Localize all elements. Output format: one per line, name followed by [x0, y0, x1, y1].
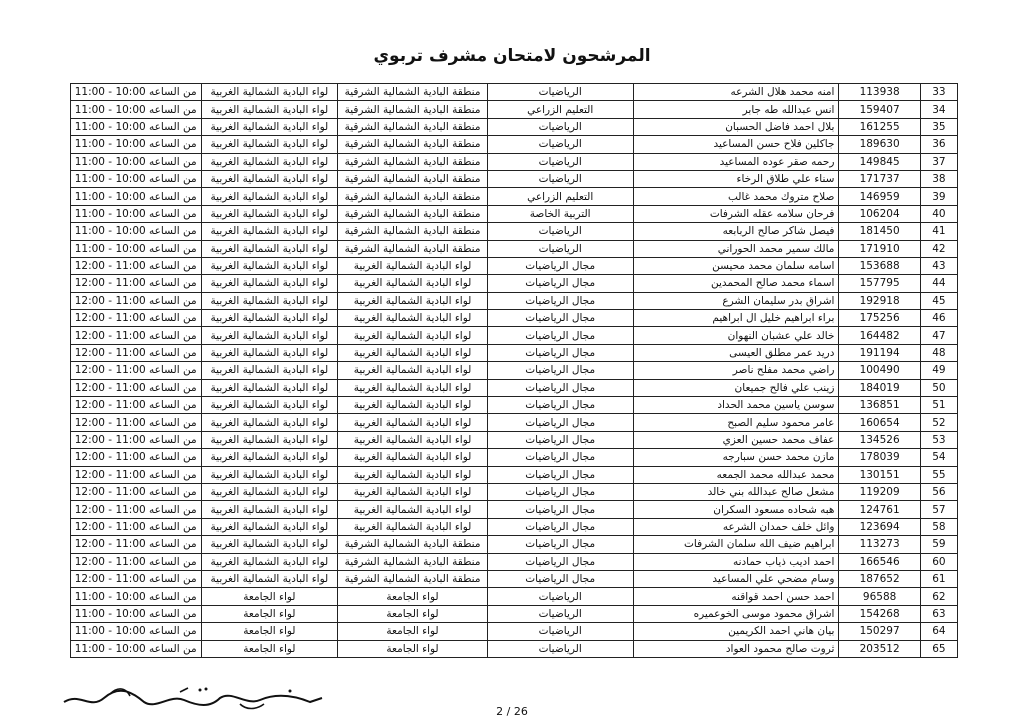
district-cell: لواء البادية الشمالية الغربية — [201, 292, 338, 309]
table-row — [71, 414, 958, 431]
name-cell: سناء علي طلاق الرخاء — [633, 170, 839, 187]
region-cell: لواء البادية الشمالية الغربية — [338, 362, 488, 379]
name-cell: اشراق محمود موسى الخوعميره — [633, 605, 839, 622]
id-cell: 191194 — [839, 344, 920, 361]
region-cell: لواء البادية الشمالية الغربية — [338, 466, 488, 483]
name-cell: احمد حسن احمد قواقنه — [633, 588, 839, 605]
row-number-cell: 56 — [920, 483, 957, 500]
row-number-cell: 46 — [920, 310, 957, 327]
subject-cell: التعليم الزراعي — [487, 188, 633, 205]
region-cell: لواء الجامعة — [338, 605, 488, 622]
subject-cell: الرياضيات — [487, 153, 633, 170]
district-cell: لواء البادية الشمالية الغربية — [201, 397, 338, 414]
subject-cell: التعليم الزراعي — [487, 101, 633, 118]
row-number-cell: 45 — [920, 292, 957, 309]
row-number-cell: 53 — [920, 431, 957, 448]
table-row — [71, 501, 958, 518]
time-cell: من الساعه 11:00 - 12:00 — [71, 483, 202, 500]
name-cell: فرحان سلامه عقله الشرفات — [633, 205, 839, 222]
candidates-table-body — [71, 84, 958, 658]
table-row — [71, 275, 958, 292]
district-cell: لواء البادية الشمالية الغربية — [201, 118, 338, 135]
time-cell: من الساعه 11:00 - 12:00 — [71, 431, 202, 448]
region-cell: لواء البادية الشمالية الغربية — [338, 518, 488, 535]
time-cell: من الساعه 11:00 - 12:00 — [71, 518, 202, 535]
row-number-cell: 50 — [920, 379, 957, 396]
subject-cell: مجال الرياضيات — [487, 570, 633, 587]
table-row — [71, 257, 958, 274]
region-cell: منطقة البادية الشمالية الشرقية — [338, 136, 488, 153]
row-number-cell: 61 — [920, 570, 957, 587]
id-cell: 175256 — [839, 310, 920, 327]
region-cell: لواء البادية الشمالية الغربية — [338, 414, 488, 431]
name-cell: محمد عبدالله محمد الجمعه — [633, 466, 839, 483]
region-cell: منطقة البادية الشمالية الشرقية — [338, 153, 488, 170]
table-row — [71, 570, 958, 587]
district-cell: لواء البادية الشمالية الغربية — [201, 327, 338, 344]
region-cell: منطقة البادية الشمالية الشرقية — [338, 84, 488, 101]
subject-cell: مجال الرياضيات — [487, 501, 633, 518]
time-cell: من الساعه 11:00 - 12:00 — [71, 414, 202, 431]
region-cell: لواء البادية الشمالية الغربية — [338, 501, 488, 518]
table-row — [71, 449, 958, 466]
table-row — [71, 292, 958, 309]
table-row — [71, 553, 958, 570]
district-cell: لواء البادية الشمالية الغربية — [201, 362, 338, 379]
row-number-cell: 54 — [920, 449, 957, 466]
time-cell: من الساعه 10:00 - 11:00 — [71, 136, 202, 153]
district-cell: لواء البادية الشمالية الغربية — [201, 153, 338, 170]
district-cell: لواء البادية الشمالية الغربية — [201, 449, 338, 466]
district-cell: لواء البادية الشمالية الغربية — [201, 553, 338, 570]
region-cell: لواء البادية الشمالية الغربية — [338, 379, 488, 396]
time-cell: من الساعه 11:00 - 12:00 — [71, 501, 202, 518]
region-cell: لواء البادية الشمالية الغربية — [338, 397, 488, 414]
region-cell: لواء البادية الشمالية الغربية — [338, 327, 488, 344]
subject-cell: مجال الرياضيات — [487, 536, 633, 553]
subject-cell: مجال الرياضيات — [487, 553, 633, 570]
region-cell: منطقة البادية الشمالية الشرقية — [338, 223, 488, 240]
table-row — [71, 379, 958, 396]
district-cell: لواء البادية الشمالية الغربية — [201, 240, 338, 257]
time-cell: من الساعه 11:00 - 12:00 — [71, 379, 202, 396]
table-row — [71, 518, 958, 535]
id-cell: 124761 — [839, 501, 920, 518]
name-cell: دريد عمر مطلق العيسى — [633, 344, 839, 361]
name-cell: هبه شحاده مسعود السكران — [633, 501, 839, 518]
region-cell: منطقة البادية الشمالية الشرقية — [338, 118, 488, 135]
district-cell: لواء البادية الشمالية الغربية — [201, 205, 338, 222]
table-row — [71, 118, 958, 135]
id-cell: 171737 — [839, 170, 920, 187]
district-cell: لواء البادية الشمالية الغربية — [201, 414, 338, 431]
row-number-cell: 55 — [920, 466, 957, 483]
district-cell: لواء الجامعة — [201, 588, 338, 605]
name-cell: صلاح متروك محمد غالب — [633, 188, 839, 205]
row-number-cell: 52 — [920, 414, 957, 431]
subject-cell: مجال الرياضيات — [487, 483, 633, 500]
id-cell: 136851 — [839, 397, 920, 414]
region-cell: منطقة البادية الشمالية الشرقية — [338, 101, 488, 118]
subject-cell: مجال الرياضيات — [487, 275, 633, 292]
table-row — [71, 536, 958, 553]
id-cell: 189630 — [839, 136, 920, 153]
time-cell: من الساعه 11:00 - 12:00 — [71, 310, 202, 327]
id-cell: 146959 — [839, 188, 920, 205]
time-cell: من الساعه 11:00 - 12:00 — [71, 327, 202, 344]
time-cell: من الساعه 11:00 - 12:00 — [71, 257, 202, 274]
district-cell: لواء البادية الشمالية الغربية — [201, 170, 338, 187]
name-cell: رحمه صقر عوده المساعيد — [633, 153, 839, 170]
subject-cell: الرياضيات — [487, 605, 633, 622]
subject-cell: الرياضيات — [487, 170, 633, 187]
page-title: المرشحون لامتحان مشرف تربوي — [373, 46, 651, 66]
row-number-cell: 49 — [920, 362, 957, 379]
time-cell: من الساعه 10:00 - 11:00 — [71, 188, 202, 205]
name-cell: ثروت صالح محمود العواد — [633, 640, 839, 657]
id-cell: 166546 — [839, 553, 920, 570]
table-row — [71, 240, 958, 257]
name-cell: مشعل صالح عبدالله بني خالد — [633, 483, 839, 500]
id-cell: 119209 — [839, 483, 920, 500]
name-cell: وسام مضحي علي المساعيد — [633, 570, 839, 587]
subject-cell: مجال الرياضيات — [487, 310, 633, 327]
region-cell: منطقة البادية الشمالية الشرقية — [338, 553, 488, 570]
id-cell: 153688 — [839, 257, 920, 274]
table-row — [71, 362, 958, 379]
id-cell: 157795 — [839, 275, 920, 292]
subject-cell: الرياضيات — [487, 588, 633, 605]
district-cell: لواء البادية الشمالية الغربية — [201, 257, 338, 274]
district-cell: لواء البادية الشمالية الغربية — [201, 570, 338, 587]
district-cell: لواء البادية الشمالية الغربية — [201, 101, 338, 118]
time-cell: من الساعه 11:00 - 12:00 — [71, 292, 202, 309]
name-cell: مالك سمير محمد الحوراني — [633, 240, 839, 257]
time-cell: من الساعه 10:00 - 11:00 — [71, 205, 202, 222]
subject-cell: الرياضيات — [487, 118, 633, 135]
table-row — [71, 640, 958, 657]
time-cell: من الساعه 10:00 - 11:00 — [71, 223, 202, 240]
table-row — [71, 153, 958, 170]
subject-cell: مجال الرياضيات — [487, 414, 633, 431]
id-cell: 161255 — [839, 118, 920, 135]
table-row — [71, 344, 958, 361]
name-cell: مازن محمد حسن سبارجه — [633, 449, 839, 466]
id-cell: 150297 — [839, 623, 920, 640]
district-cell: لواء البادية الشمالية الغربية — [201, 501, 338, 518]
region-cell: لواء البادية الشمالية الغربية — [338, 257, 488, 274]
region-cell: منطقة البادية الشمالية الشرقية — [338, 188, 488, 205]
district-cell: لواء البادية الشمالية الغربية — [201, 136, 338, 153]
id-cell: 134526 — [839, 431, 920, 448]
table-row — [71, 483, 958, 500]
row-number-cell: 48 — [920, 344, 957, 361]
name-cell: بلال احمد فاضل الحسبان — [633, 118, 839, 135]
time-cell: من الساعه 10:00 - 11:00 — [71, 84, 202, 101]
row-number-cell: 33 — [920, 84, 957, 101]
id-cell: 113273 — [839, 536, 920, 553]
district-cell: لواء البادية الشمالية الغربية — [201, 483, 338, 500]
region-cell: لواء البادية الشمالية الغربية — [338, 483, 488, 500]
id-cell: 203512 — [839, 640, 920, 657]
row-number-cell: 41 — [920, 223, 957, 240]
id-cell: 113938 — [839, 84, 920, 101]
name-cell: بيان هاني احمد الكريمين — [633, 623, 839, 640]
id-cell: 149845 — [839, 153, 920, 170]
subject-cell: مجال الرياضيات — [487, 449, 633, 466]
subject-cell: مجال الرياضيات — [487, 362, 633, 379]
name-cell: عامر محمود سليم الصبح — [633, 414, 839, 431]
id-cell: 130151 — [839, 466, 920, 483]
region-cell: لواء البادية الشمالية الغربية — [338, 310, 488, 327]
row-number-cell: 37 — [920, 153, 957, 170]
time-cell: من الساعه 10:00 - 11:00 — [71, 153, 202, 170]
region-cell: لواء البادية الشمالية الغربية — [338, 344, 488, 361]
table-row — [71, 605, 958, 622]
subject-cell: الرياضيات — [487, 240, 633, 257]
id-cell: 187652 — [839, 570, 920, 587]
district-cell: لواء الجامعة — [201, 605, 338, 622]
table-row — [71, 466, 958, 483]
id-cell: 181450 — [839, 223, 920, 240]
table-row — [71, 588, 958, 605]
table-row — [71, 623, 958, 640]
name-cell: وائل خلف حمدان الشرعه — [633, 518, 839, 535]
id-cell: 106204 — [839, 205, 920, 222]
region-cell: لواء الجامعة — [338, 640, 488, 657]
row-number-cell: 40 — [920, 205, 957, 222]
table-row — [71, 101, 958, 118]
table-row — [71, 84, 958, 101]
region-cell: لواء البادية الشمالية الغربية — [338, 275, 488, 292]
id-cell: 159407 — [839, 101, 920, 118]
table-row — [71, 310, 958, 327]
name-cell: جاكلين فلاح حسن المساعيد — [633, 136, 839, 153]
subject-cell: مجال الرياضيات — [487, 466, 633, 483]
name-cell: انس عبدالله طه جابر — [633, 101, 839, 118]
district-cell: لواء البادية الشمالية الغربية — [201, 84, 338, 101]
row-number-cell: 38 — [920, 170, 957, 187]
region-cell: لواء البادية الشمالية الغربية — [338, 292, 488, 309]
time-cell: من الساعه 10:00 - 11:00 — [71, 623, 202, 640]
name-cell: ابراهيم ضيف الله سلمان الشرفات — [633, 536, 839, 553]
id-cell: 184019 — [839, 379, 920, 396]
row-number-cell: 42 — [920, 240, 957, 257]
region-cell: لواء الجامعة — [338, 588, 488, 605]
district-cell: لواء البادية الشمالية الغربية — [201, 223, 338, 240]
row-number-cell: 63 — [920, 605, 957, 622]
id-cell: 164482 — [839, 327, 920, 344]
name-cell: راضي محمد مفلح ناصر — [633, 362, 839, 379]
time-cell: من الساعه 11:00 - 12:00 — [71, 536, 202, 553]
name-cell: اشراق بدر سليمان الشرع — [633, 292, 839, 309]
id-cell: 160654 — [839, 414, 920, 431]
subject-cell: مجال الرياضيات — [487, 379, 633, 396]
row-number-cell: 51 — [920, 397, 957, 414]
district-cell: لواء البادية الشمالية الغربية — [201, 518, 338, 535]
district-cell: لواء البادية الشمالية الغربية — [201, 188, 338, 205]
time-cell: من الساعه 11:00 - 12:00 — [71, 553, 202, 570]
district-cell: لواء البادية الشمالية الغربية — [201, 310, 338, 327]
district-cell: لواء البادية الشمالية الغربية — [201, 344, 338, 361]
region-cell: منطقة البادية الشمالية الشرقية — [338, 170, 488, 187]
name-cell: عفاف محمد حسين العزي — [633, 431, 839, 448]
subject-cell: الرياضيات — [487, 84, 633, 101]
subject-cell: الرياضيات — [487, 223, 633, 240]
time-cell: من الساعه 10:00 - 11:00 — [71, 240, 202, 257]
subject-cell: الرياضيات — [487, 640, 633, 657]
region-cell: منطقة البادية الشمالية الشرقية — [338, 205, 488, 222]
id-cell: 171910 — [839, 240, 920, 257]
row-number-cell: 47 — [920, 327, 957, 344]
table-row — [71, 188, 958, 205]
table-row — [71, 136, 958, 153]
region-cell: منطقة البادية الشمالية الشرقية — [338, 536, 488, 553]
subject-cell: مجال الرياضيات — [487, 344, 633, 361]
id-cell: 96588 — [839, 588, 920, 605]
region-cell: لواء البادية الشمالية الغربية — [338, 449, 488, 466]
subject-cell: مجال الرياضيات — [487, 292, 633, 309]
row-number-cell: 60 — [920, 553, 957, 570]
region-cell: لواء البادية الشمالية الغربية — [338, 431, 488, 448]
id-cell: 123694 — [839, 518, 920, 535]
row-number-cell: 35 — [920, 118, 957, 135]
region-cell: منطقة البادية الشمالية الشرقية — [338, 240, 488, 257]
subject-cell: مجال الرياضيات — [487, 327, 633, 344]
subject-cell: الرياضيات — [487, 136, 633, 153]
name-cell: اسامه سلمان محمد محيسن — [633, 257, 839, 274]
row-number-cell: 58 — [920, 518, 957, 535]
subject-cell: مجال الرياضيات — [487, 397, 633, 414]
row-number-cell: 64 — [920, 623, 957, 640]
name-cell: خالد علي عشبان النهوان — [633, 327, 839, 344]
id-cell: 100490 — [839, 362, 920, 379]
name-cell: امنه محمد هلال الشرعه — [633, 84, 839, 101]
name-cell: سوسن ياسين محمد الحداد — [633, 397, 839, 414]
time-cell: من الساعه 11:00 - 12:00 — [71, 466, 202, 483]
row-number-cell: 43 — [920, 257, 957, 274]
time-cell: من الساعه 11:00 - 12:00 — [71, 275, 202, 292]
time-cell: من الساعه 10:00 - 11:00 — [71, 640, 202, 657]
district-cell: لواء الجامعة — [201, 640, 338, 657]
name-cell: فيصل شاكر صالح الربابعه — [633, 223, 839, 240]
table-row — [71, 223, 958, 240]
row-number-cell: 36 — [920, 136, 957, 153]
time-cell: من الساعه 10:00 - 11:00 — [71, 101, 202, 118]
row-number-cell: 44 — [920, 275, 957, 292]
table-row — [71, 431, 958, 448]
district-cell: لواء البادية الشمالية الغربية — [201, 466, 338, 483]
region-cell: منطقة البادية الشمالية الشرقية — [338, 570, 488, 587]
district-cell: لواء الجامعة — [201, 623, 338, 640]
page-number: 2 / 26 — [496, 705, 528, 718]
row-number-cell: 57 — [920, 501, 957, 518]
time-cell: من الساعه 10:00 - 11:00 — [71, 118, 202, 135]
time-cell: من الساعه 11:00 - 12:00 — [71, 449, 202, 466]
district-cell: لواء البادية الشمالية الغربية — [201, 275, 338, 292]
district-cell: لواء البادية الشمالية الغربية — [201, 379, 338, 396]
time-cell: من الساعه 11:00 - 12:00 — [71, 397, 202, 414]
row-number-cell: 34 — [920, 101, 957, 118]
subject-cell: مجال الرياضيات — [487, 257, 633, 274]
table-row — [71, 205, 958, 222]
table-row — [71, 397, 958, 414]
time-cell: من الساعه 10:00 - 11:00 — [71, 588, 202, 605]
district-cell: لواء البادية الشمالية الغربية — [201, 431, 338, 448]
time-cell: من الساعه 11:00 - 12:00 — [71, 570, 202, 587]
id-cell: 154268 — [839, 605, 920, 622]
name-cell: براء ابراهيم خليل ال ابراهيم — [633, 310, 839, 327]
name-cell: اسماء محمد صالح المحمدين — [633, 275, 839, 292]
subject-cell: التربية الخاصة — [487, 205, 633, 222]
subject-cell: الرياضيات — [487, 623, 633, 640]
row-number-cell: 39 — [920, 188, 957, 205]
name-cell: زينب علي فالح جميعان — [633, 379, 839, 396]
name-cell: احمد اديب ذياب حمادنه — [633, 553, 839, 570]
candidates-table — [70, 83, 958, 658]
subject-cell: مجال الرياضيات — [487, 431, 633, 448]
time-cell: من الساعه 10:00 - 11:00 — [71, 605, 202, 622]
row-number-cell: 65 — [920, 640, 957, 657]
id-cell: 192918 — [839, 292, 920, 309]
time-cell: من الساعه 11:00 - 12:00 — [71, 344, 202, 361]
table-row — [71, 170, 958, 187]
time-cell: من الساعه 11:00 - 12:00 — [71, 362, 202, 379]
time-cell: من الساعه 10:00 - 11:00 — [71, 170, 202, 187]
subject-cell: مجال الرياضيات — [487, 518, 633, 535]
region-cell: لواء الجامعة — [338, 623, 488, 640]
district-cell: لواء البادية الشمالية الغربية — [201, 536, 338, 553]
table-row — [71, 327, 958, 344]
row-number-cell: 59 — [920, 536, 957, 553]
id-cell: 178039 — [839, 449, 920, 466]
row-number-cell: 62 — [920, 588, 957, 605]
